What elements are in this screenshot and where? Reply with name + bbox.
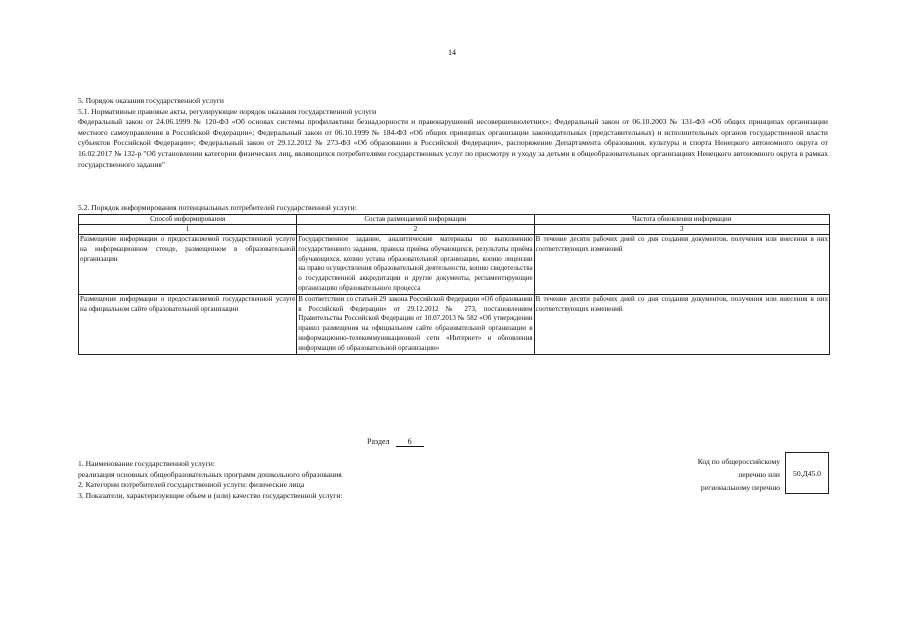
cell-content: В соответствии со статьей 29 закона Российской Федерации «Об образовании в Российской Федерации» от 29.12.2012 № 273, постановлением Правительства Российской Федерации от 10.07.2013 № 582 «Об утверждении правил размещения на официальном сайте образовательной организации в информационно-телекоммуникационной сети «Интернет» и обновления информации об образовательной организации» — [297, 294, 534, 354]
table-row — [79, 235, 830, 295]
table-number-row — [79, 225, 830, 235]
section-6-details — [78, 459, 598, 502]
code-value-box — [785, 452, 829, 494]
legal-acts-text: Федеральный закон от 24.06.1999 № 120-ФЗ «Об основах системы профилактики безнадзорности и правонарушений несовершеннолетних»; Федеральный закон от 06.10.2003 № 131-ФЗ «Об общих принципах организации местного самоуправления в Российской Федерации»; Федеральный закон от 06.10.1999 № 184-ФЗ «Об общих принципах организации законодательных (представительных) и исполнительных органов государственной власти субъектов Российской Федерации»; Федеральный закон от 29.12.2012 № 273-ФЗ «Об образовании в Российской Федерации», распоряжение Департамента образования, культуры и спорта Ненецкого автономного округа от 16.02.2017 № 132-р "Об установлении категории физических лиц, являющихся потребителями государственных услуг по присмотру и уходу за детьми в общеобразовательных организациях Ненецкого автономного округа в рамках государственного задания" — [78, 117, 828, 169]
page-number: 14 — [448, 48, 456, 57]
service-name-value: реализация основных общеобразовательных программ дошкольного образования — [78, 469, 342, 479]
code-label-line2: перечню или — [738, 470, 780, 479]
cell-frequency: В течение десяти рабочих дней со дня создания документов, получения или внесения в них соответствующих изменений — [534, 235, 829, 295]
column-number: 3 — [534, 225, 829, 235]
code-value: 50.Д45.0 — [793, 468, 821, 478]
column-number: 2 — [297, 225, 534, 235]
code-label-line1: Код по общероссийскому — [697, 457, 780, 466]
code-labels — [640, 455, 780, 494]
razdel-label: Раздел — [367, 437, 390, 446]
section-5 — [78, 96, 828, 170]
header-content: Состав размещаемой информации — [297, 215, 534, 225]
indicators-heading: 3. Показатели, характеризующие объем и (или) качество государственной услуги: — [78, 491, 343, 501]
info-table-heading: 5.2. Порядок информирования потенциальных потребителей государственной услуги: — [78, 203, 357, 212]
razdel-number: 6 — [396, 437, 424, 447]
table-row — [79, 294, 830, 354]
section-5-heading: 5. Порядок оказания государственной услуги — [78, 96, 224, 105]
razdel-heading — [367, 437, 424, 447]
section-5-1-heading: 5.1. Нормативные правовые акты, регулирующие порядок оказания государственной услуги — [78, 106, 377, 116]
column-number: 1 — [79, 225, 297, 235]
cell-frequency: В течение десяти рабочих дней со дня создания документов, получения или внесения в них соответствующих изменений — [534, 294, 829, 354]
table-header-row — [79, 215, 830, 225]
consumer-category: 2. Категории потребителей государственной услуги: физические лица — [78, 480, 305, 490]
header-frequency: Частота обновления информации — [534, 215, 829, 225]
cell-content: Государственное задание, аналитические материалы по выполнению государственного задания, правила приёма обучающихся, результаты приёма обучающихся, копию устава образовательной организации, копию лицензии на право осуществления образовательной деятельности, копию свидетельства о государственной аккредитации и другие документы, регламентирующие организацию образовательного процесса — [297, 235, 534, 295]
header-method: Способ информирования — [79, 215, 297, 225]
cell-method: Размещение информации о предоставляемой государственной услуге на официальном сайте образовательной организации — [79, 294, 297, 354]
service-name-label: 1. Наименование государственной услуги: — [78, 459, 215, 468]
info-table — [78, 214, 830, 355]
cell-method: Размещение информации о предоставляемой государственной услуге на информационном стенде, размещенном в образовательной организации — [79, 235, 297, 295]
code-label-line3: региональному перечню — [700, 483, 780, 492]
